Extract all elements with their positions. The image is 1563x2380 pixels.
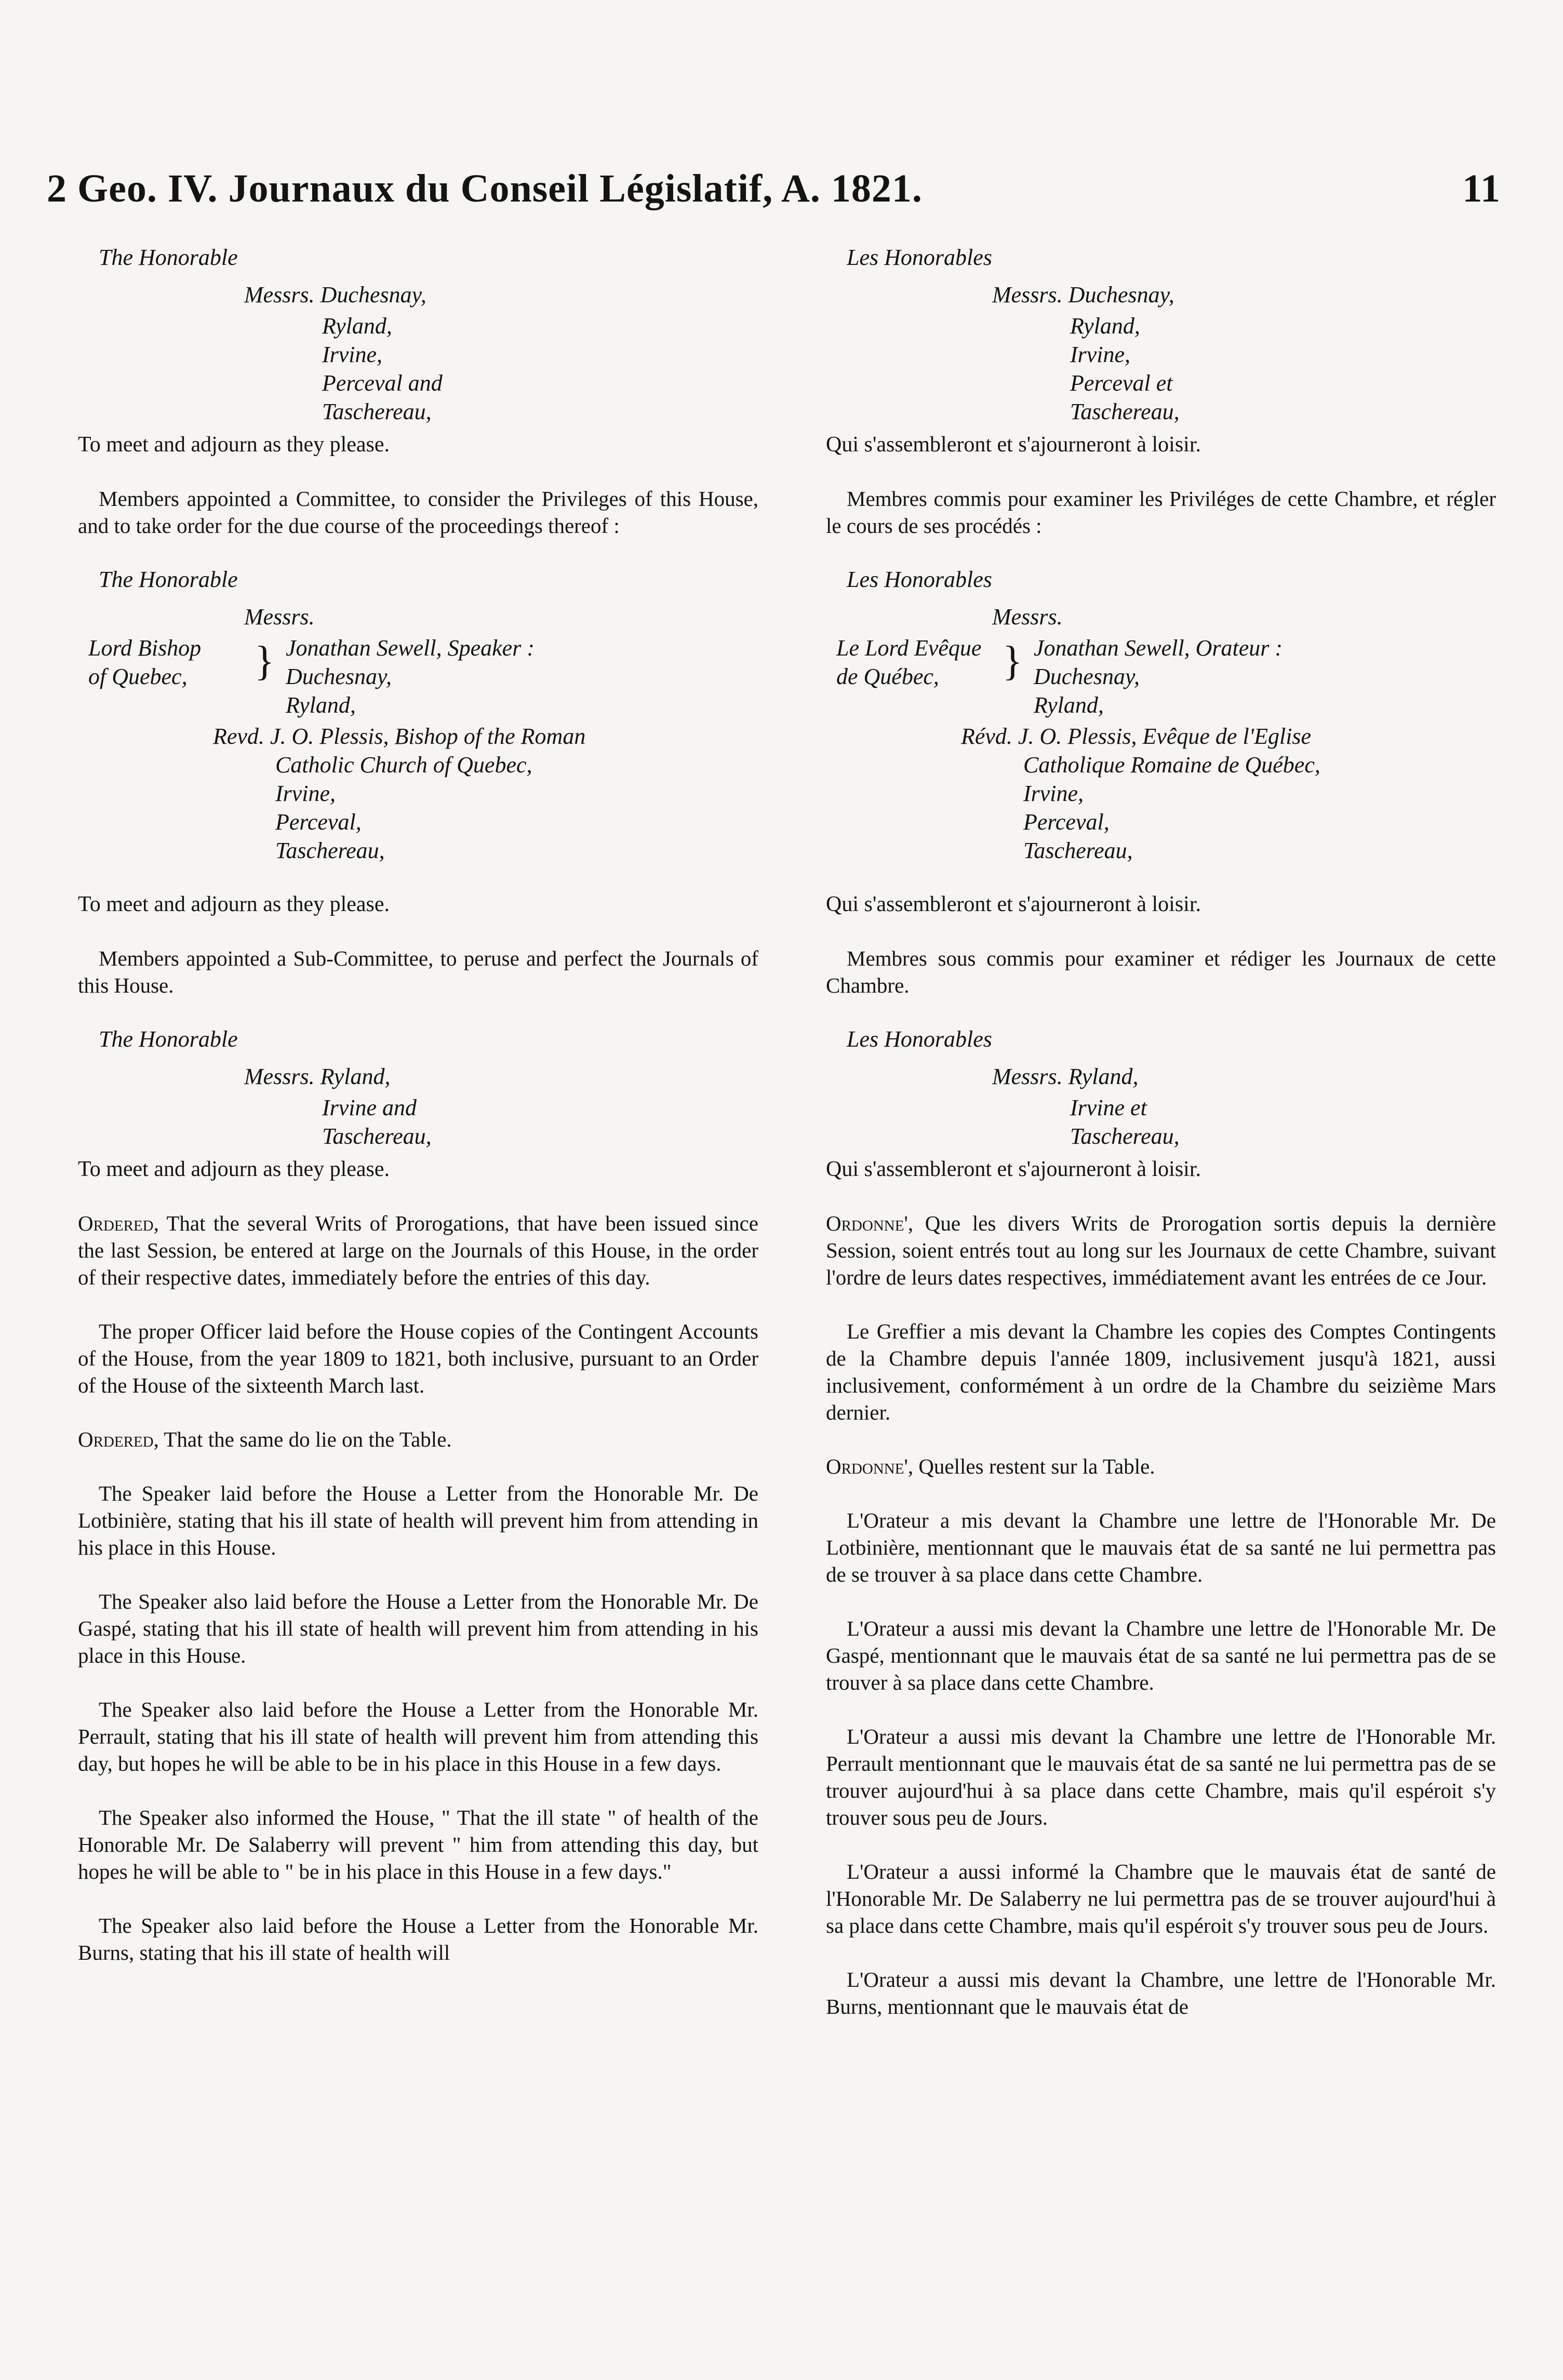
ordered-paragraph (826, 1210, 1496, 1291)
committee-messrs: Messrs. (244, 604, 315, 630)
bishop-entry (78, 634, 758, 722)
member-name: Jonathan Sewell, Orateur : (1034, 635, 1283, 661)
bishop-title (88, 634, 265, 691)
member-name: Taschereau, (322, 399, 432, 424)
letter-paragraph: L'Orateur a aussi informé la Chambre que le mauvais état de santé de l'Honorable Mr. De Salaberry ne lui permettra pas de se trouver aujourd'hui à sa place dans cette Chambre, mais qu'il espéroit s'y trouver sous peu de Jours. (826, 1860, 1496, 1937)
subcommittee-paragraph: Members appointed a Sub-Committee, to peruse and perfect the Journals of this House. (78, 946, 758, 997)
member-name: Irvine, (1023, 781, 1084, 806)
committee-names (961, 722, 1496, 865)
bishop-title-line: Lord Bishop (88, 635, 202, 661)
member-name: Taschereau, (275, 838, 385, 863)
letter-paragraph: The Speaker also laid before the House a Letter from the Honorable Mr. Burns, stating that his ill state of health will (78, 1914, 758, 1964)
committee-heading: Les Honorables (847, 245, 992, 270)
subcommittee-paragraph: Membres sous commis pour examiner et rédiger les Journaux de cette Chambre. (826, 946, 1496, 997)
committee-heading: The Honorable (99, 567, 238, 592)
committee-names (322, 312, 758, 426)
member-name: Jonathan Sewell, Speaker : (286, 635, 535, 661)
french-column (826, 244, 1496, 2047)
ordered-paragraph (78, 1210, 758, 1291)
bishop-entry (826, 634, 1496, 722)
committee-messrs: Messrs. Ryland, (244, 1064, 391, 1089)
officer-paragraph: The proper Officer laid before the House copies of the Contingent Accounts of the House, from the year 1809 to 1821, both inclusive, pursuant to an Order of the House of the sixteenth March last. (78, 1319, 758, 1397)
member-name: Ryland, (322, 313, 392, 339)
letter-paragraph: L'Orateur a mis devant la Chambre une lettre de l'Honorable Mr. De Lotbinière, mentionnant que le mauvais état de sa santé ne lui permettra pas de se trouver à sa place dans cette Chambre. (826, 1508, 1496, 1586)
letter-paragraph: The Speaker also laid before the House a Letter from the Honorable Mr. Perrault, stating that his ill state of health will prevent him from attending this day, but hopes he will be able to be in his place in this House in a few days. (78, 1697, 758, 1775)
bishop-title-line: of Quebec, (88, 664, 188, 689)
committee-closing: To meet and adjourn as they please. (78, 433, 390, 457)
committee-closing: Qui s'assembleront et s'ajourneront à loisir. (826, 1157, 1201, 1181)
ordered-heading: Ordonne', (826, 1454, 914, 1478)
member-name: Taschereau, (1023, 838, 1133, 863)
ordered-heading: Ordered, (78, 1211, 159, 1235)
letter-paragraph: L'Orateur a aussi mis devant la Chambre une lettre de l'Honorable Mr. Perrault mentionnant que le mauvais état de sa santé ne lui permettra pas de se trouver aujourd'hui à sa place dans cette Chambre, mais qu'il espéroit s'y trouver sous peu de Jours. (826, 1724, 1496, 1829)
bishop-committee-names (286, 634, 535, 719)
committee-closing: Qui s'assembleront et s'ajourneront à loisir. (826, 892, 1201, 916)
member-name: Duchesnay, (1034, 664, 1140, 689)
committee-names (213, 722, 758, 865)
member-name: Catholic Church of Quebec, (275, 752, 532, 778)
member-name: Perceval et (1070, 370, 1173, 396)
letter-paragraph: The Speaker laid before the House a Letter from the Honorable Mr. De Lotbinière, stating that his ill state of health will prevent him from attending in his place in this House. (78, 1481, 758, 1559)
bishop-committee-names (1034, 634, 1283, 719)
member-name: Ryland, (1034, 692, 1104, 718)
privileges-paragraph: Membres commis pour examiner les Priviléges de cette Chambre, et régler le cours de ses procédés : (826, 487, 1496, 538)
bishop-title-line: Le Lord Evêque (836, 635, 982, 661)
member-name: Duchesnay, (286, 664, 392, 689)
ordered-heading: Ordonne', (826, 1211, 914, 1235)
member-name: Taschereau, (1070, 399, 1180, 424)
page-number: 11 (1462, 167, 1501, 210)
member-name: Catholique Romaine de Québec, (1023, 752, 1320, 778)
committee-heading: Les Honorables (847, 1026, 992, 1052)
member-name: Perceval and (322, 370, 443, 396)
member-name: Irvine, (275, 781, 336, 806)
letter-paragraph: L'Orateur a aussi mis devant la Chambre une lettre de l'Honorable Mr. De Gaspé, mentionnant que le mauvais état de sa santé ne lui permettra pas de se trouver à sa place dans cette Chambre. (826, 1616, 1496, 1694)
brace-glyph: } (255, 638, 275, 684)
committee-closing: To meet and adjourn as they please. (78, 892, 390, 916)
bishop-title (836, 634, 1013, 691)
privileges-paragraph: Members appointed a Committee, to consider the Privileges of this House, and to take order for the due course of the proceedings thereof : (78, 487, 758, 538)
committee-heading: Les Honorables (847, 567, 992, 592)
member-name: Perceval, (275, 809, 362, 835)
committee-names (322, 1093, 758, 1151)
member-name: Ryland, (286, 692, 356, 718)
member-name: Ryland, (1070, 313, 1140, 339)
committee-names (1070, 312, 1496, 426)
letter-paragraph: The Speaker also laid before the House a Letter from the Honorable Mr. De Gaspé, stating that his ill state of health will prevent him from attending in his place in this House. (78, 1589, 758, 1667)
committee-messrs: Messrs. (992, 604, 1063, 630)
member-name: Irvine, (322, 342, 383, 367)
letter-paragraph: L'Orateur a aussi mis devant la Chambre, une lettre de l'Honorable Mr. Burns, mentionnant que le mauvais état de (826, 1968, 1496, 2018)
ordered-text: Que les divers Writs de Prorogation sortis depuis la dernière Session, soient entrés tout au long sur les Journaux de cette Chambre, suivant l'ordre de leurs dates respectives, immédiatement avant les entrées de ce Jour. (826, 1211, 1496, 1289)
ordered-heading: Ordered, (78, 1427, 159, 1451)
english-column (78, 244, 758, 1993)
committee-closing: Qui s'assembleront et s'ajourneront à loisir. (826, 433, 1201, 457)
page-header (47, 166, 1516, 229)
running-title: 2 Geo. IV. Journaux du Conseil Législatif, A. 1821. (47, 167, 923, 210)
brace-glyph: } (1003, 638, 1023, 684)
committee-messrs: Messrs. Ryland, (992, 1064, 1139, 1089)
ordered-paragraph (78, 1426, 758, 1453)
committee-names (1070, 1093, 1496, 1151)
ordered-text: That the same do lie on the Table. (164, 1427, 452, 1451)
committee-heading: The Honorable (99, 245, 238, 270)
ordered-text: Quelles restent sur la Table. (918, 1454, 1155, 1478)
member-name: Taschereau, (1070, 1124, 1180, 1149)
ordered-text: That the several Writs of Prorogations, that have been issued since the last Session, be entered at large on the Journals of this House, in the order of their respective dates, immediately before the entries of this day. (78, 1211, 759, 1289)
committee-messrs: Messrs. Duchesnay, (992, 282, 1174, 307)
member-name: Irvine et (1070, 1095, 1147, 1120)
member-name: Revd. J. O. Plessis, Bishop of the Roman (213, 724, 586, 749)
member-name: Perceval, (1023, 809, 1110, 835)
committee-heading: The Honorable (99, 1026, 238, 1052)
officer-paragraph: Le Greffier a mis devant la Chambre les copies des Comptes Contingents de la Chambre depuis l'année 1809, inclusivement jusqu'à 1821, aussi inclusivement, conformément à un ordre de la Chambre du seizième Mars dernier. (826, 1319, 1496, 1424)
member-name: Taschereau, (322, 1124, 432, 1149)
letter-paragraph: The Speaker also informed the House, " That the ill state " of health of the Honorable Mr. De Salaberry will prevent " him from attending this day, but hopes he will be able to " be in his place in this House in a few days." (78, 1806, 758, 1883)
bishop-title-line: de Québec, (836, 664, 939, 689)
member-name: Irvine, (1070, 342, 1131, 367)
member-name: Révd. J. O. Plessis, Evêque de l'Eglise (961, 724, 1312, 749)
member-name: Irvine and (322, 1095, 417, 1120)
committee-closing: To meet and adjourn as they please. (78, 1157, 390, 1181)
committee-messrs: Messrs. Duchesnay, (244, 282, 426, 307)
ordered-paragraph (826, 1453, 1496, 1480)
